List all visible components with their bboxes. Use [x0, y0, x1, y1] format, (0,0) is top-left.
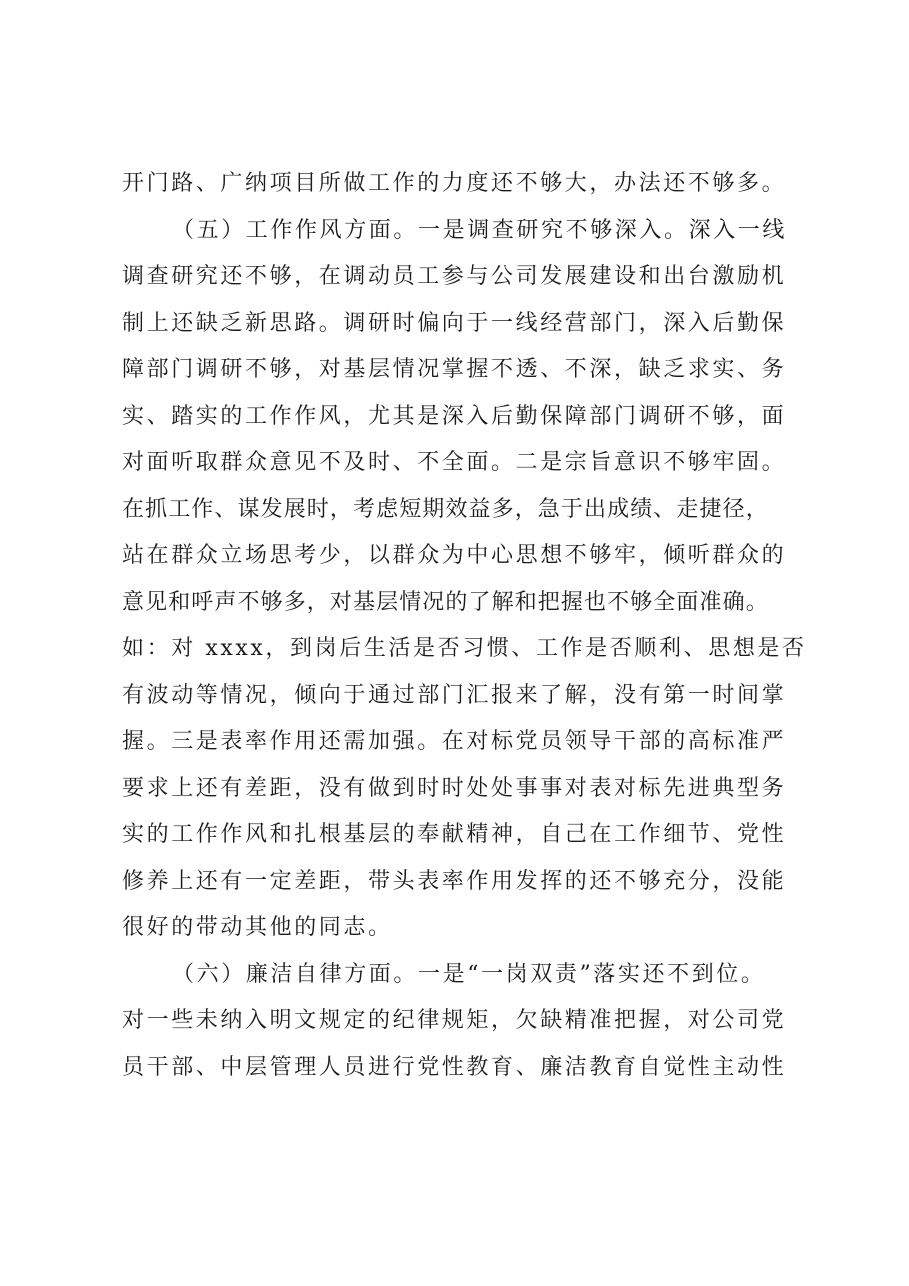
text-line: 对面听取群众意见不及时、不全面。二是宗旨意识不够牢固。 — [122, 450, 787, 475]
body-text — [122, 161, 807, 1091]
text-line: 很好的带动其他的同志。 — [122, 915, 393, 940]
text-line: 握。三是表率作用还需加强。在对标党员领导干部的高标准严 — [122, 729, 787, 754]
text-line: 开门路、广纳项目所做工作的力度还不够大，办法还不够多。 — [122, 171, 787, 196]
text-line: 在抓工作、谋发展时，考虑短期效益多，急于出成绩、走捷径， — [122, 496, 769, 522]
paragraph-heading-line: （六）廉洁自律方面。一是“一岗双责”落实还不到位。 — [172, 961, 766, 987]
text-line: 站在群众立场思考少，以群众为中心思想不够牢，倾听群众的 — [122, 543, 787, 568]
text-line: 实、踏实的工作作风，尤其是深入后勤保障部门调研不够，面 — [122, 403, 787, 429]
text-line: 调查研究还不够，在调动员工参与公司发展建设和出台激励机 — [122, 264, 787, 289]
text-line: 如：对 xxxx，到岗后生活是否习惯、工作是否顺利、思想是否 — [122, 636, 807, 661]
text-line: 对一些未纳入明文规定的纪律规矩，欠缺精准把握，对公司党 — [122, 1008, 787, 1033]
text-line: 制上还缺乏新思路。调研时偏向于一线经营部门，深入后勤保 — [122, 310, 787, 336]
text-line: 障部门调研不够，对基层情况掌握不透、不深，缺乏求实、务 — [122, 357, 787, 382]
text-line: 修养上还有一定差距，带头表率作用发挥的还不够充分，没能 — [122, 868, 787, 894]
text-line: 员干部、中层管理人员进行党性教育、廉洁教育自觉性主动性 — [122, 1054, 787, 1080]
text-line: 有波动等情况，倾向于通过部门汇报来了解，没有第一时间掌 — [122, 682, 787, 708]
text-line: 实的工作作风和扎根基层的奉献精神，自己在工作细节、党性 — [122, 822, 787, 847]
paragraph-heading-line: （五）工作作风方面。一是调查研究不够深入。深入一线 — [172, 217, 788, 243]
text-line: 意见和呼声不够多，对基层情况的了解和把握也不够全面准确。 — [122, 589, 769, 615]
text-line: 要求上还有差距，没有做到时时处处事事对表对标先进典型务 — [122, 775, 787, 801]
